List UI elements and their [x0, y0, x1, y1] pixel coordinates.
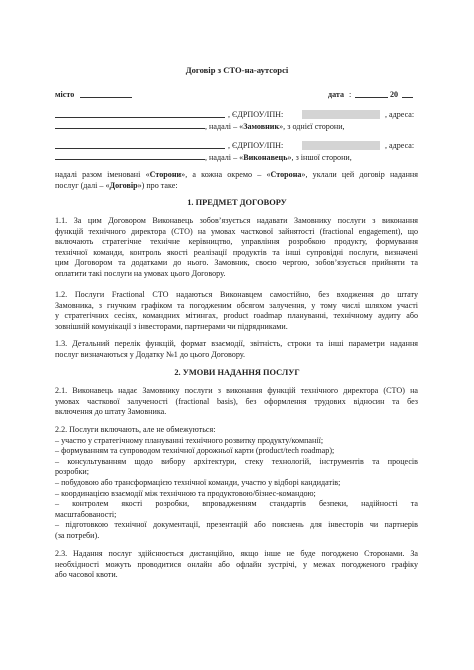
- year-prefix: 20: [390, 90, 399, 99]
- list-item: – консультуванням щодо вибору архітектури, стеку технологій, інструментів та процесів: [55, 456, 418, 466]
- list-item: – підготовкою технічної документації, презентацій або пояснень для інвесторів чи партнерів: [55, 520, 418, 530]
- list-item: – формуванням та супроводом технічної дорожньої карти (product/tech roadmap);: [55, 446, 335, 456]
- list-item: – побудовою або трансформацією технічної команди, участю у відборі кандидатів;: [55, 477, 341, 487]
- contract-page: Договір з СТО-на-аутсорсі місто дата : 20 , ЄДРПОУ/ІПН: , адреса: , надалі – «Замовник», з однієї сторони, , ЄДРПОУ/ІПН: , адреса: , надалі – «Виконавець», з іншої сторони, надалі разом іменовані «Сторони», а кожна окремо – «Сторона», уклали цей договір надання послуг (далі – «Договір») про таке: 1. ПРЕДМЕТ ДОГОВОРУ 1.1. За цим Договором Виконавець зобов’язується надавати Замовнику послуги з виконання функцій технічного директора (СТО) на умовах часткової зайнятості (fractional engagement), що включають стратегічне технічне керівництво, управління розробкою продукту, формування технічної команди, контроль якості реалізації продуктів та інші супровідні послуги, визначені цим Договором та додатками до нього. Замовник, своєю чергою, зобов’язується прийняти та оплатити такі послуги на умовах цього Договору. 1.2. Послуги Fractional СТО надаються Виконавцем самостійно, без входження до штату Замовника, з гнучким графіком та погодженим обсягом залучення, у тому числі шляхом участі у стратегічних сесіях, командних мітингах, product roadmap плануванні, технічному аудиту або зовнішній комунікації з інвесторами, партнерами чи підрядниками. 1.3. Детальний перелік функцій, формат взаємодії, звітність, строки та інші параметри надання послуг визначаються у Додатку №1 до цього Договору. 2. УМОВИ НАДАННЯ ПОСЛУГ 2.1. Виконавець надає Замовнику послуги з виконання функцій технічного директора (СТО) на умовах часткової залученості (fractional basis), без оформлення трудових відносин та без включення до штату Замовника. 2.2. Послуги включають, але не обмежуються: – участю у стратегічному плануванні технічного розвитку продукту/компанії; – формуванням та супроводом технічної дорожньої карти (product/tech roadmap); – консультуванням щодо вибору архітектури, стеку технологій, інструментів та процесів розробки; – побудовою або трансформацією технічної команди, участю у відборі кандидатів; – координацією взаємодії між технічною та продуктовою/бізнес-командою; – контролем якості розробки, впровадженням стандартів безпеки, надійності та масштабованості; – підготовкою технічної документації, презентацій або пояснень для інвесторів чи партнерів (за потреби). 2.3. Надання послуг здійснюється дистанційно, якщо інше не буде погоджено Сторонами. За необхідності можуть проводитися онлайн або офлайн зустрічі, у межах погодженого графіку або часової квоти.: [0, 0, 474, 670]
- clause-1-2: 1.2. Послуги Fractional СТО надаються Виконавцем самостійно, без входження до штату Замовника, з гнучким графіком та погодженим обсягом залучення, у тому числі шляхом участі у стратегічних сесіях, командних мітингах, product roadmap плануванні, технічному аудиту або зовнішній комунікації з інвесторами, партнерами чи підрядниками.: [55, 290, 418, 331]
- clause-2-1: 2.1. Виконавець надає Замовнику послуги з виконання функцій технічного директора (СТО) на умовах часткової залученості (fractional basis), без оформлення трудових відносин та без включення до штату Замовника.: [55, 386, 418, 417]
- clause-2-2: 2.2. Послуги включають, але не обмежуються: – участю у стратегічному плануванні технічного розвитку продукту/компанії; – формуванням та супроводом технічної дорожньої карти (product/tech roadmap); – консультуванням щодо вибору архітектури, стеку технологій, інструментів та процесів розробки; – побудовою або трансформацією технічної команди, участю у відборі кандидатів; – координацією взаємодії між технічною та продуктовою/бізнес-командою; – контролем якості розробки, впровадженням стандартів безпеки, надійності та масштабованості; – підготовкою технічної документації, презентацій або пояснень для інвесторів чи партнерів (за потреби).: [55, 425, 418, 540]
- preamble: надалі разом іменовані «Сторони», а кожна окремо – «Сторона», уклали цей договір надання послуг (далі – «Договір») про таке:: [55, 170, 418, 190]
- party2-role: Виконавець: [243, 153, 288, 162]
- clause-1-3: 1.3. Детальний перелік функцій, формат взаємодії, звітність, строки та інші параметри надання послуг визначаються у Додатку №1 до цього Договору.: [55, 339, 418, 359]
- section2-heading: 2. УМОВИ НАДАННЯ ПОСЛУГ: [174, 368, 300, 377]
- place-label: місто: [55, 90, 75, 99]
- list-item: – участю у стратегічному плануванні технічного розвитку продукту/компанії;: [55, 435, 324, 445]
- party2-name-field[interactable]: [55, 141, 225, 149]
- party1-address-label: , адреса:: [385, 110, 415, 119]
- party2-address-field[interactable]: [55, 152, 205, 160]
- party1-address-field[interactable]: [55, 121, 205, 129]
- section1-heading: 1. ПРЕДМЕТ ДОГОВОРУ: [187, 198, 287, 207]
- list-item: – координацією взаємодії між технічною та продуктовою/бізнес-командою;: [55, 488, 316, 498]
- place-field[interactable]: [80, 90, 132, 98]
- date-label: дата: [328, 90, 345, 99]
- party1-name-field[interactable]: [55, 110, 225, 118]
- party2-edrpou-label: , ЄДРПОУ/ІПН:: [228, 141, 284, 150]
- party1-role-line: , надалі – «Замовник», з однієї сторони,: [55, 121, 345, 133]
- party2-role-line: , надалі – «Виконавець», з іншої сторони,: [55, 152, 352, 164]
- party1-edrpou-field[interactable]: [302, 110, 380, 119]
- year-field[interactable]: [402, 90, 413, 98]
- date-field[interactable]: [355, 90, 388, 98]
- list-item: – контролем якості розробки, впровадженням стандартів безпеки, надійності та: [55, 499, 418, 509]
- clause-2-3: 2.3. Надання послуг здійснюється дистанційно, якщо інше не буде погоджено Сторонами. За необхідності можуть проводитися онлайн або офлайн зустрічі, у межах погодженого графіку або часової квоти.: [55, 549, 418, 580]
- party1-role: Замовник: [243, 122, 280, 131]
- document-title: Договір з СТО-на-аутсорсі: [185, 65, 289, 75]
- party1-edrpou-label: , ЄДРПОУ/ІПН:: [228, 110, 284, 119]
- party2-edrpou-field[interactable]: [302, 141, 380, 150]
- party2-address-label: , адреса:: [385, 141, 415, 150]
- clause-1-1: 1.1. За цим Договором Виконавець зобов’язується надавати Замовнику послуги з виконання функцій технічного директора (СТО) на умовах часткової зайнятості (fractional engagement), що включають стратегічне технічне керівництво, управління розробкою продукту, формування технічної команди, контроль якості реалізації продуктів та інші супровідні послуги, визначені цим Договором та додатками до нього. Замовник, своєю чергою, зобов’язується прийняти та оплатити такі послуги на умовах цього Договору.: [55, 216, 418, 278]
